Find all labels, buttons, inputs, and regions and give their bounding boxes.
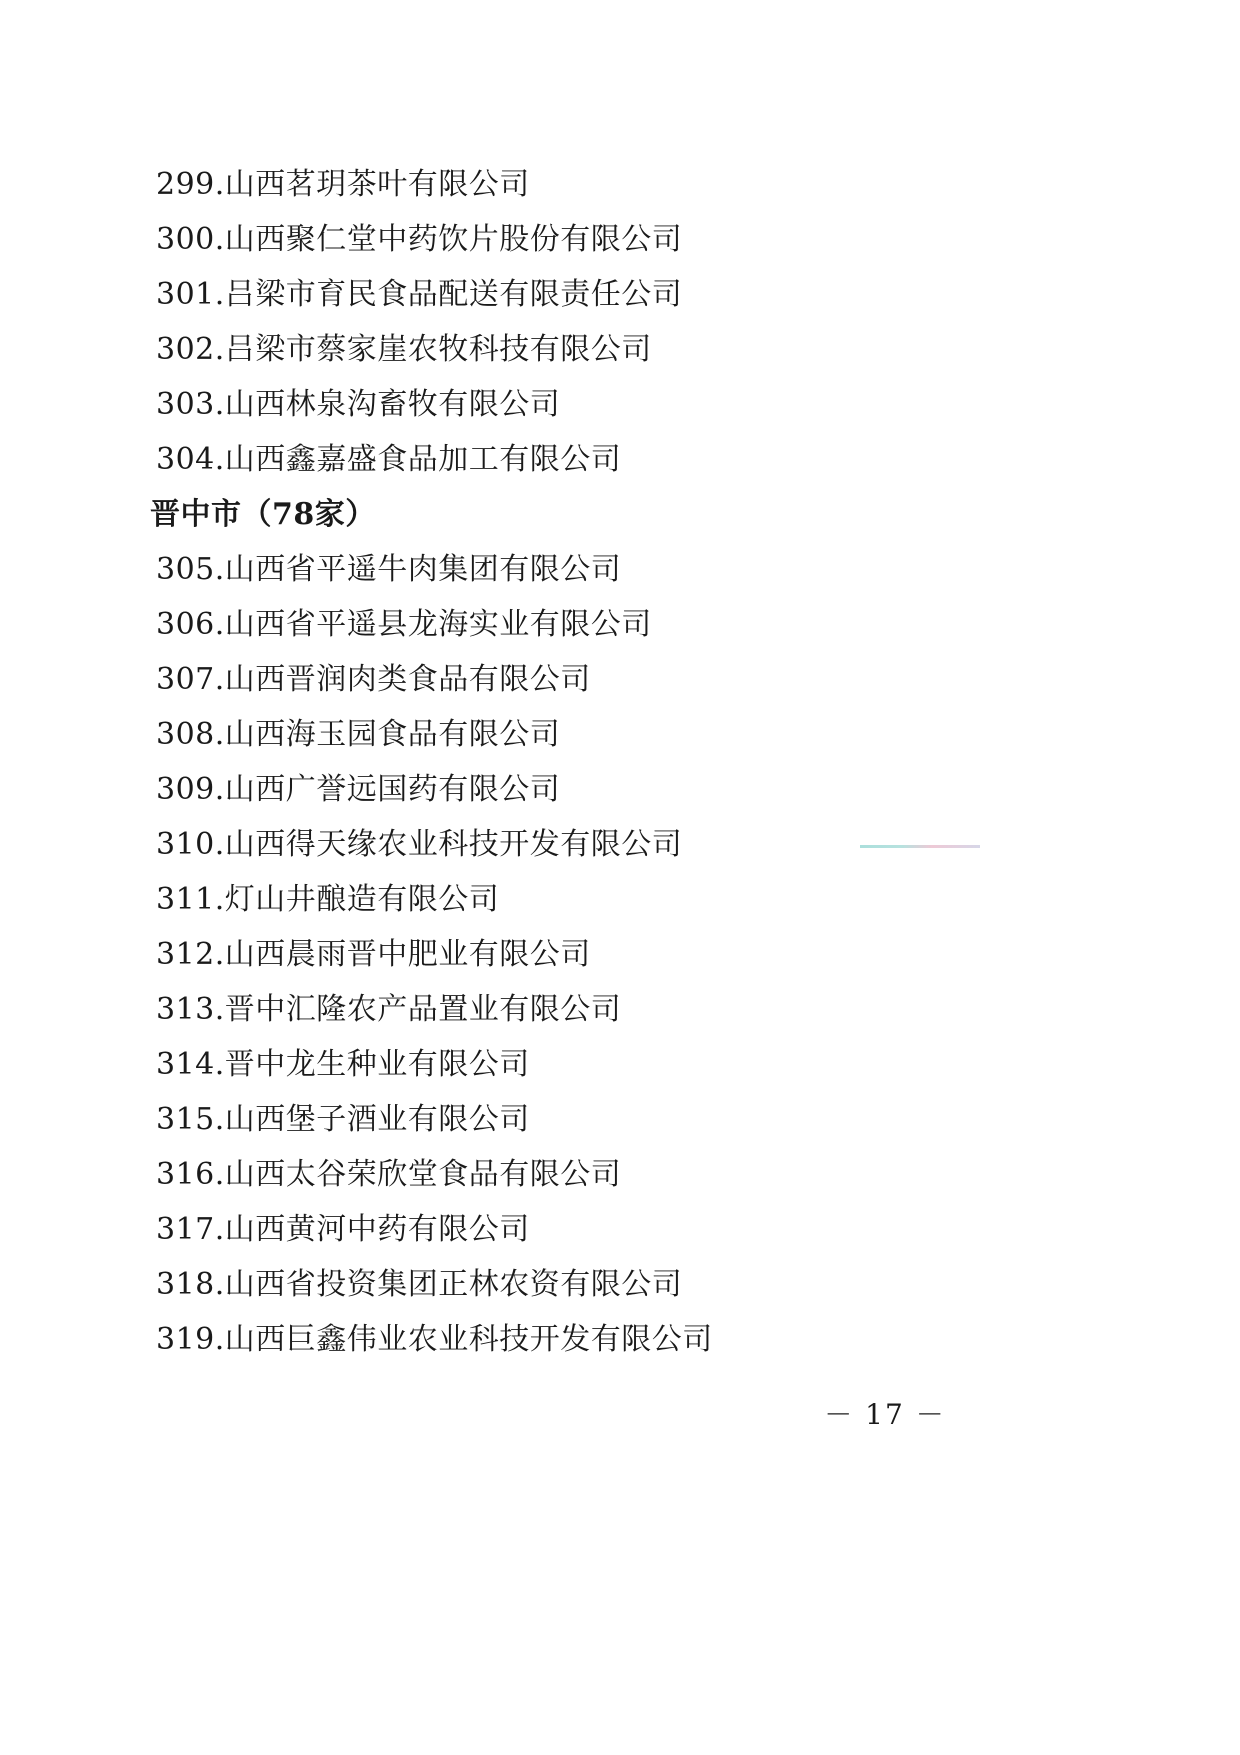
list-item xyxy=(150,1047,1120,1082)
list-item-name: 山西省投资集团正林农资有限公司 xyxy=(224,1267,683,1302)
list-item-number: 306. xyxy=(156,607,225,642)
list-item xyxy=(150,1102,1120,1137)
list-item xyxy=(150,1267,1120,1302)
list-item xyxy=(150,1212,1120,1247)
list-item-name: 山西巨鑫伟业农业科技开发有限公司 xyxy=(224,1322,713,1357)
list-item-name: 山西省平遥县龙海实业有限公司 xyxy=(224,607,652,642)
list-item xyxy=(150,662,1120,697)
list-item-number: 318. xyxy=(156,1267,225,1302)
list-item-name: 山西林泉沟畜牧有限公司 xyxy=(224,387,561,422)
scan-artifact-line xyxy=(860,845,980,848)
list-item-name: 山西晋润肉类食品有限公司 xyxy=(224,662,591,697)
list-item-number: 315. xyxy=(156,1102,225,1137)
list-item-number: 312. xyxy=(156,937,225,972)
list-item-number: 299. xyxy=(156,167,225,202)
list-item-number: 309. xyxy=(156,772,225,807)
list-item-name: 山西太谷荣欣堂食品有限公司 xyxy=(224,1157,622,1192)
list-item-name: 山西得天缘农业科技开发有限公司 xyxy=(224,827,683,862)
list-item xyxy=(150,1322,1120,1357)
list-item xyxy=(150,167,1120,202)
list-item-number: 301. xyxy=(156,277,225,312)
list-item-number: 300. xyxy=(156,222,225,257)
list-item xyxy=(150,717,1120,752)
list-item xyxy=(150,937,1120,972)
page-number: － 17 － xyxy=(824,1398,946,1431)
list-item-name: 山西聚仁堂中药饮片股份有限公司 xyxy=(224,222,683,257)
list-item-number: 314. xyxy=(156,1047,225,1082)
section-heading: 晋中市（78家） xyxy=(150,497,376,532)
list-item xyxy=(150,332,1120,367)
list-item-number: 311. xyxy=(156,882,225,917)
list-item-name: 吕梁市育民食品配送有限责任公司 xyxy=(224,277,683,312)
list-item-name: 山西鑫嘉盛食品加工有限公司 xyxy=(224,442,622,477)
list-item xyxy=(150,772,1120,807)
list-item-number: 302. xyxy=(156,332,225,367)
list-item xyxy=(150,387,1120,422)
list-item-name: 晋中龙生种业有限公司 xyxy=(224,1047,530,1082)
list-item xyxy=(150,552,1120,587)
list-item-name: 山西广誉远国药有限公司 xyxy=(224,772,561,807)
list-item-name: 山西黄河中药有限公司 xyxy=(224,1212,530,1247)
list-item xyxy=(150,442,1120,477)
list-item-number: 316. xyxy=(156,1157,225,1192)
list-item-name: 灯山井酿造有限公司 xyxy=(224,882,500,917)
list-item-number: 308. xyxy=(156,717,225,752)
list-item-number: 313. xyxy=(156,992,225,1027)
list-item-name: 山西晨雨晋中肥业有限公司 xyxy=(224,937,591,972)
list-item-number: 304. xyxy=(156,442,225,477)
list-item-number: 319. xyxy=(156,1322,225,1357)
list-item-name: 山西海玉园食品有限公司 xyxy=(224,717,561,752)
list-item xyxy=(150,607,1120,642)
list-item-number: 303. xyxy=(156,387,225,422)
list-item-name: 吕梁市蔡家崖农牧科技有限公司 xyxy=(224,332,652,367)
list-item-name: 山西省平遥牛肉集团有限公司 xyxy=(224,552,622,587)
list-item-number: 305. xyxy=(156,552,225,587)
list-item xyxy=(150,222,1120,257)
list-item xyxy=(150,1157,1120,1192)
list-item-name: 山西堡子酒业有限公司 xyxy=(224,1102,530,1137)
list-item xyxy=(150,882,1120,917)
company-list xyxy=(150,167,1120,1357)
list-item-name: 晋中汇隆农产品置业有限公司 xyxy=(224,992,622,1027)
list-item-name: 山西茗玥茶叶有限公司 xyxy=(224,167,530,202)
list-item-number: 317. xyxy=(156,1212,225,1247)
list-item xyxy=(150,992,1120,1027)
list-item-number: 310. xyxy=(156,827,225,862)
list-item xyxy=(150,277,1120,312)
list-item-number: 307. xyxy=(156,662,225,697)
